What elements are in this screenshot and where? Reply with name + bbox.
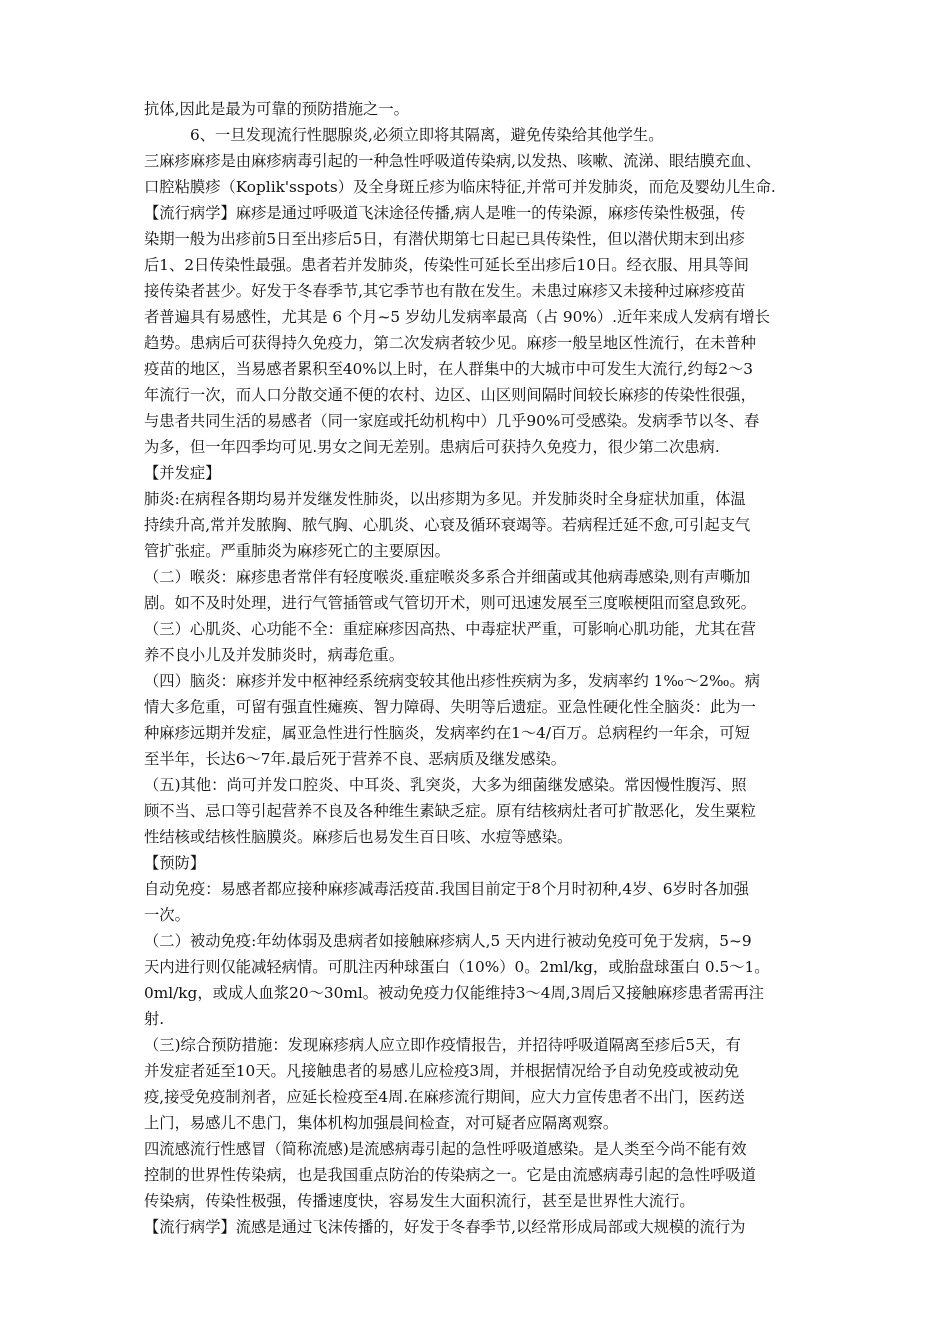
text-line: （三）心肌炎、心功能不全：重症麻疹因高热、中毒症状严重，可影响心肌功能，尤其在营 xyxy=(144,620,756,638)
text-line: 染期一般为出疹前5日至出疹后5日，有潜伏期第七日起已具传染性，但以潜伏期末到出疹 xyxy=(144,230,745,248)
text-line: 抗体,因此是最为可靠的预防措施之一。 xyxy=(144,100,409,118)
text-line: （四）脑炎：麻疹并发中枢神经系统病变较其他出疹性疾病为多，发病率约 1‰～2‰。病 xyxy=(144,672,761,690)
text-line: 传染病，传染性极强，传播速度快，容易发生大面积流行，甚至是世界性大流行。 xyxy=(144,1192,695,1210)
text-line: 为多，但一年四季均可见.男女之间无差别。患病后可获持久免疫力，很少第二次患病. xyxy=(144,438,720,456)
text-line: 与患者共同生活的易感者（同一家庭或托幼机构中）几乎90%可受感染。发病季节以冬、春 xyxy=(144,412,760,430)
text-line: 种麻疹远期并发症，属亚急性进行性脑炎，发病率约在1～4/百万。总病程约一年余，可短 xyxy=(144,724,750,742)
text-line: 疫,接受免疫制剂者，应延长检疫至4周.在麻疹流行期间，应大力宣传患者不出门，医药送 xyxy=(144,1088,745,1106)
text-line: 接传染者甚少。好发于冬春季节,其它季节也有散在发生。未患过麻疹又未接种过麻疹疫苗 xyxy=(144,282,746,300)
text-line: 上门，易感儿不患门，集体机构加强晨间检查，对可疑者应隔离观察。 xyxy=(144,1114,619,1132)
text-line: 管扩张症。严重肺炎为麻疹死亡的主要原因。 xyxy=(144,542,450,560)
text-line: 趋势。患病后可获得持久免疫力，第二次发病者较少见。麻疹一般呈地区性流行，在未普种 xyxy=(144,334,756,352)
text-line: 四流感流行性感冒（简称流感)是流感病毒引起的急性呼吸道感染。是人类至今尚不能有效 xyxy=(144,1140,747,1158)
document-body xyxy=(144,96,810,1240)
text-line: 6、一旦发现流行性腮腺炎,必须立即将其隔离，避免传染给其他学生。 xyxy=(190,126,664,144)
text-line: 0ml/kg，或成人血浆20～30ml。被动免疫力仅能维持3～4周,3周后又接触麻疹患者需再注 xyxy=(144,984,764,1002)
section-heading: 【并发症】 xyxy=(144,464,221,482)
text-line: 肺炎:在病程各期均易并发继发性肺炎，以出疹期为多见。并发肺炎时全身症状加重，体温 xyxy=(144,490,746,508)
text-line: 天内进行则仅能减轻病情。可肌注丙种球蛋白（10%）0。2ml/kg，或胎盘球蛋白 0.5～1。 xyxy=(144,958,770,976)
text-line: 后1、2日传染性最强。患者若并发肺炎，传染性可延长至出疹后10日。经衣服、用具等间 xyxy=(144,256,749,274)
text-line: 疫苗的地区，当易感者累积至40%以上时，在人群集中的大城市中可发生大流行,约每2～3 xyxy=(144,360,754,378)
text-line: 养不良小儿及并发肺炎时，病毒危重。 xyxy=(144,646,405,664)
text-line: 【流行病学】流感是通过飞沫传播的，好发于冬春季节,以经常形成局部或大规模的流行为 xyxy=(144,1218,746,1236)
text-line: 顾不当、忌口等引起营养不良及各种维生素缺乏症。原有结核病灶者可扩散恶化，发生粟粒 xyxy=(144,802,756,820)
text-line: 【流行病学】麻疹是通过呼吸道飞沫途径传播,病人是唯一的传染源，麻疹传染性极强，传 xyxy=(144,204,746,222)
text-line: 至半年，长达6～7年.最后死于营养不良、恶病质及继发感染。 xyxy=(144,750,567,768)
text-line: 持续升高,常并发脓胸、脓气胸、心肌炎、心衰及循环衰竭等。若病程迁延不愈,可引起支气 xyxy=(144,516,751,534)
text-line: 剧。如不及时处理，进行气管插管或气管切开术，则可迅速发展至三度喉梗阻而窒息致死。 xyxy=(144,594,756,612)
text-line: 口腔粘膜疹（Koplik'sspots）及全身斑丘疹为临床特征,并常可并发肺炎，而危及婴幼儿生命. xyxy=(144,178,776,196)
text-line: （二）被动免疫:年幼体弱及患病者如接触麻疹病人,5 天内进行被动免疫可免于发病，5~9 xyxy=(144,932,752,950)
text-line: 者普遍具有易感性，尤其是 6 个月~5 岁幼儿发病率最高（占 90%）.近年来成人发病有增长 xyxy=(144,308,770,326)
text-line: 三麻疹麻疹是由麻疹病毒引起的一种急性呼吸道传染病,以发热、咳嗽、流涕、眼结膜充血、 xyxy=(144,152,761,170)
text-line: 情大多危重，可留有强直性瘫痪、智力障碍、失明等后遗症。亚急性硬化性全脑炎：此为一 xyxy=(144,698,756,716)
text-line: （二）喉炎：麻疹患者常伴有轻度喉炎.重症喉炎多系合并细菌或其他病毒感染,则有声嘶加 xyxy=(144,568,751,586)
text-line: 自动免疫：易感者都应接种麻疹减毒活疫苗.我国目前定于8个月时初种,4岁、6岁时各加强 xyxy=(144,880,749,898)
text-line: 射. xyxy=(144,1010,165,1028)
text-line: 并发症者延至10天。凡接触患者的易感儿应检疫3周，并根据情况给予自动免疫或被动免 xyxy=(144,1062,740,1080)
text-line: 年流行一次，而人口分散交通不便的农村、边区、山区则间隔时间较长麻疹的传染性很强， xyxy=(144,386,756,404)
text-line: 性结核或结核性脑膜炎。麻疹后也易发生百日咳、水痘等感染。 xyxy=(144,828,573,846)
text-line: （五)其他：尚可并发口腔炎、中耳炎、乳突炎，大多为细菌继发感染。常因慢性腹泻、照 xyxy=(144,776,747,794)
text-line: 一次。 xyxy=(144,906,190,924)
text-line: （三)综合预防措施：发现麻疹病人应立即作疫情报告，并招待呼吸道隔离至疹后5天，有 xyxy=(144,1036,741,1054)
text-line: 控制的世界性传染病，也是我国重点防治的传染病之一。它是由流感病毒引起的急性呼吸道 xyxy=(144,1166,756,1184)
section-heading: 【预防】 xyxy=(144,854,206,872)
